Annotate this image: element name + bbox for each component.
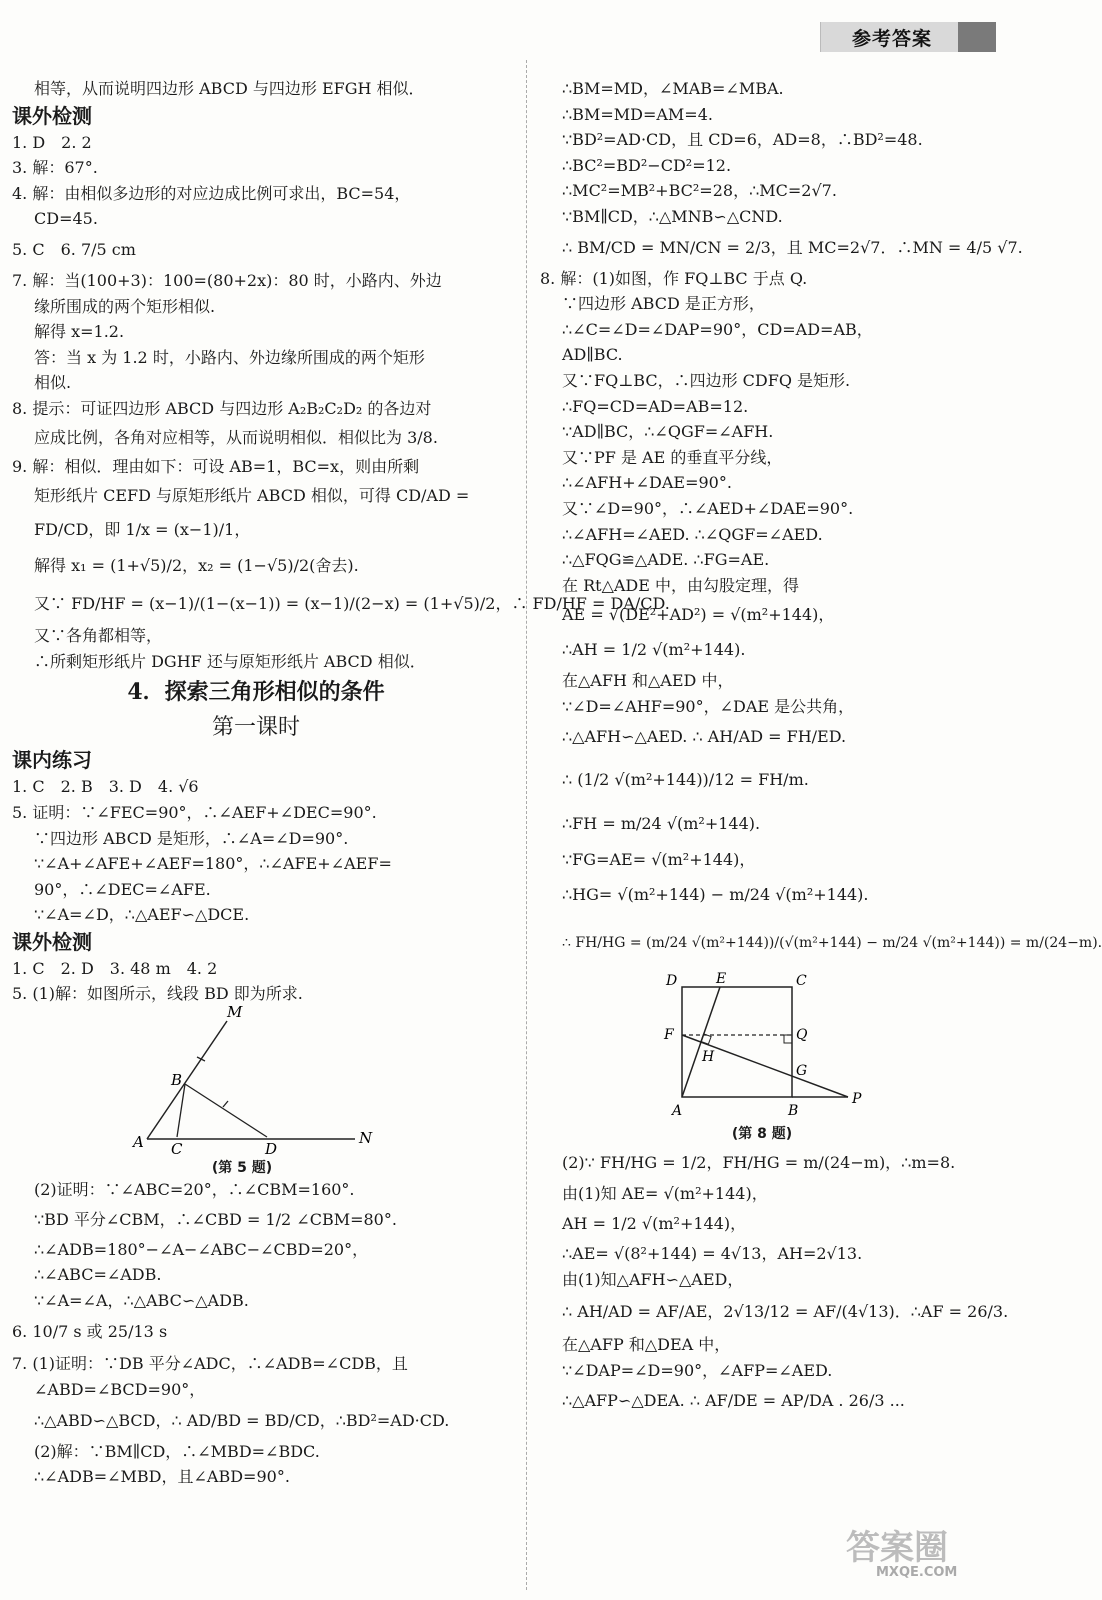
text-line: ∵BD 平分∠CBM，∴∠CBD = 1/2 ∠CBM=80°. [34, 1209, 397, 1229]
point-label-d: D [265, 1140, 278, 1159]
point-label-n: N [359, 1129, 373, 1148]
text-line: 应成比例，各角对应相等，从而说明相似．相似比为 3/8. [34, 427, 438, 447]
point-label-a: A [672, 1103, 683, 1120]
text-line: AE = √(DE²+AD²) = √(m²+144)， [562, 605, 835, 625]
text-line: 5. 证明：∵∠FEC=90°，∴∠AEF+∠DEC=90°. [12, 802, 377, 822]
text-line: ∵∠A+∠AFE+∠AEF=180°，∴∠AFE+∠AEF= [34, 854, 392, 874]
text-line: ∴ BM/CD = MN/CN = 2/3，且 MC=2√7．∴MN = 4/5 √7. [562, 237, 1023, 257]
figure-5-caption: (第 5 题) [211, 1160, 273, 1177]
text-line: AH = 1/2 √(m²+144)， [562, 1214, 747, 1234]
point-label-f: F [664, 1027, 674, 1044]
right-angle-q [784, 1035, 792, 1043]
text-line: ∴AH = 1/2 √(m²+144). [562, 640, 746, 660]
point-label-e: E [716, 971, 727, 988]
text-line: 又∵ FD/HF = (x−1)/(1−(x−1)) = (x−1)/(2−x) = (1+√5)/2，∴ FD/HF = DA/CD. [34, 594, 670, 614]
point-label-d: D [666, 973, 678, 990]
text-line: 又∵各角都相等， [34, 626, 163, 646]
point-label-g: G [796, 1063, 808, 1080]
text-line: 3. 解：67°. [12, 158, 98, 178]
text-line: ∵∠A=∠A，∴△ABC∽△ADB. [34, 1290, 249, 1310]
text-line: ∵BM∥CD，∴△MNB∽△CND. [562, 206, 783, 226]
text-line: 6. 10/7 s 或 25/13 s [12, 1322, 168, 1342]
text-line: 8. 解：(1)如图，作 FQ⊥BC 于点 Q. [540, 268, 808, 288]
point-label-b: B [788, 1103, 799, 1120]
point-label-m: M [227, 1003, 243, 1022]
text-line: ∴ (1/2 √(m²+144))/12 = FH/m. [562, 770, 809, 790]
text-line: ∴所剩矩形纸片 DGHF 还与原矩形纸片 ABCD 相似． [34, 651, 426, 671]
text-line: (2)解：∵BM∥CD，∴∠MBD=∠BDC. [34, 1441, 320, 1461]
text-line: 由(1)知 AE= √(m²+144)， [562, 1184, 768, 1204]
text-line: (2)∵ FH/HG = 1/2，FH/HG = m/(24−m)，∴m=8. [562, 1153, 956, 1173]
text-line: 在△AFH 和△AED 中， [562, 671, 734, 691]
text-line: 7. (1)证明：∵DB 平分∠ADC，∴∠ADB=∠CDB，且 [12, 1354, 408, 1374]
text-line: ∴ AH/AD = AF/AE，2√13/12 = AF/(4√13)．∴AF = 26/3. [562, 1302, 1009, 1322]
point-label-c: C [796, 973, 807, 990]
text-line: ∵AD∥BC，∴∠QGF=∠AFH. [562, 422, 774, 442]
point-label-q: Q [796, 1027, 808, 1044]
watermark-logo [846, 1520, 984, 1580]
ray-am [147, 1021, 227, 1139]
text-line: ∴△AFP∽△DEA. ∴ AF/DE = AP/DA . 26/3 ... [562, 1391, 905, 1411]
text-line: 答：当 x 为 1.2 时，小路内、外边缘所围成的两个矩形 [34, 347, 425, 367]
section-heading: 课外检测 [12, 929, 92, 954]
text-line: 又∵PF 是 AE 的垂直平分线， [562, 447, 783, 467]
text-line: ∵∠A=∠D，∴△AEF∽△DCE. [34, 905, 250, 925]
text-line: ∴ FH/HG = (m/24 √(m²+144))/(√(m²+144) − m/24 √(m²+144)) = m/(24−m). [562, 935, 1102, 952]
chapter-title: 4．探索三角形相似的条件 [127, 679, 385, 706]
text-line: 90°，∴∠DEC=∠AFE. [34, 879, 211, 899]
text-line: ∵四边形 ABCD 是正方形， [562, 294, 765, 314]
text-line: ∴△AFH∽△AED. ∴ AH/AD = FH/ED. [562, 727, 847, 747]
text-line: ∴MC²=MB²+BC²=28，∴MC=2√7. [562, 181, 837, 201]
text-line: 7. 解：当(100+3)：100=(80+2x)：80 时，小路内、外边 [12, 270, 442, 290]
text-line: ∴FH = m/24 √(m²+144). [562, 814, 761, 834]
text-line: 由(1)知△AFH∽△AED， [562, 1269, 744, 1289]
figure-8 [562, 973, 982, 1145]
square-abcd [682, 987, 792, 1097]
text-line: 相似. [34, 373, 72, 393]
text-line: 在△AFP 和△DEA 中， [562, 1335, 731, 1355]
text-line: ∵∠DAP=∠D=90°，∠AFP=∠AED. [562, 1360, 833, 1380]
text-line: ∴∠C=∠D=∠DAP=90°，CD=AD=AB， [562, 319, 873, 339]
text-line: 缘所围成的两个矩形相似. [34, 296, 216, 316]
text-line: ∵∠D=∠AHF=90°，∠DAE 是公共角， [562, 696, 855, 716]
text-line: FD/CD，即 1/x = (x−1)/1， [34, 520, 251, 540]
text-line: ∴HG= √(m²+144) − m/24 √(m²+144). [562, 885, 869, 905]
text-line: CD=45. [34, 209, 98, 229]
text-line: ∴FQ=CD=AD=AB=12. [562, 396, 749, 416]
text-line: 解得 x₁ = (1+√5)/2，x₂ = (1−√5)/2(舍去). [34, 556, 359, 576]
point-label-a: A [133, 1133, 144, 1152]
text-line: ∴BM=MD，∠MAB=∠MBA. [562, 79, 784, 98]
column-divider [526, 60, 527, 1590]
right-column [540, 76, 1102, 1419]
text-line: 5. (1)解：如图所示，线段 BD 即为所求. [12, 984, 303, 1004]
point-label-p: P [852, 1091, 862, 1108]
point-label-b: B [171, 1071, 183, 1090]
text-line: ∴∠ABC=∠ADB. [34, 1265, 162, 1285]
text-line: ∴△ABD∽△BCD，∴ AD/BD = BD/CD，∴BD²=AD·CD. [34, 1410, 450, 1430]
header-label: 参考答案 [851, 28, 932, 50]
text-line: ∴△FQG≌△ADE. ∴FG=AE. [562, 550, 770, 570]
text-line: ∴AE= √(8²+144) = 4√13，AH=2√13. [562, 1244, 863, 1264]
text-line: 4. 解：由相似多边形的对应边成比例可求出，BC=54， [12, 183, 411, 203]
text-line: 相等，从而说明四边形 ABCD 与四边形 EFGH 相似． [34, 79, 425, 98]
tick-mark [223, 1101, 228, 1107]
text-line: 在 Rt△ADE 中，由勾股定理，得 [562, 575, 800, 595]
text-line: ∵FG=AE= √(m²+144)， [562, 850, 756, 870]
text-line: (2)证明：∵∠ABC=20°，∴∠CBM=160°. [34, 1180, 355, 1200]
figure-8-drawing [652, 973, 912, 1121]
text-line: 解得 x=1.2. [34, 322, 125, 342]
watermark-url: MXQE.COM [876, 1565, 958, 1580]
text-line: AD∥BC. [562, 345, 623, 365]
text-line: ∴BM=MD=AM=4. [562, 104, 713, 124]
text-line: 矩形纸片 CEFD 与原矩形纸片 ABCD 相似，可得 CD/AD = [34, 486, 470, 506]
figure-5-drawing [127, 1003, 427, 1159]
text-line: ∴∠ADB=180°−∠A−∠ABC−∠CBD=20°， [34, 1239, 369, 1259]
lesson-title: 第一课时 [211, 715, 300, 741]
figure-5 [12, 1003, 500, 1177]
section-heading: 课外检测 [12, 103, 92, 128]
text-line: ∵BD²=AD·CD，且 CD=6，AD=8，∴BD²=48. [562, 130, 923, 150]
text-line: 5. C 6. 7/5 cm [12, 239, 136, 259]
text-line: 1. D 2. 2 [12, 132, 92, 152]
header-block [958, 22, 996, 52]
text-line: 1. C 2. B 3. D 4. √6 [12, 777, 199, 797]
segment-fp [682, 1035, 848, 1097]
text-line: 8. 提示：可证四边形 ABCD 与四边形 A₂B₂C₂D₂ 的各边对 [12, 398, 432, 418]
text-line: 9. 解：相似．理由如下：可设 AB=1，BC=x，则由所剩 [12, 456, 420, 476]
point-label-h: H [702, 1049, 715, 1066]
text-line: 1. C 2. D 3. 48 m 4. 2 [12, 958, 218, 978]
section-heading: 课内练习 [12, 748, 92, 773]
text-line: 又∵FQ⊥BC，∴四边形 CDFQ 是矩形. [562, 370, 851, 390]
watermark-text: 答案圈 [846, 1528, 948, 1568]
text-line: ∴∠ADB=∠MBD，且∠ABD=90°. [34, 1467, 290, 1487]
text-line: ∴BC²=BD²−CD²=12. [562, 155, 732, 175]
text-line: ∴∠AFH+∠DAE=90°. [562, 473, 732, 493]
text-line: ∴∠AFH=∠AED. ∴∠QGF=∠AED. [562, 524, 823, 544]
text-line: ∵四边形 ABCD 是矩形，∴∠A=∠D=90°. [34, 828, 349, 848]
text-line: 又∵∠D=90°，∴∠AED+∠DAE=90°. [562, 498, 854, 518]
text-line: ∠ABD=∠BCD=90°， [34, 1380, 206, 1400]
figure-8-caption: (第 8 题) [731, 1126, 793, 1143]
segment-bd [185, 1084, 267, 1137]
point-label-c: C [171, 1140, 183, 1159]
